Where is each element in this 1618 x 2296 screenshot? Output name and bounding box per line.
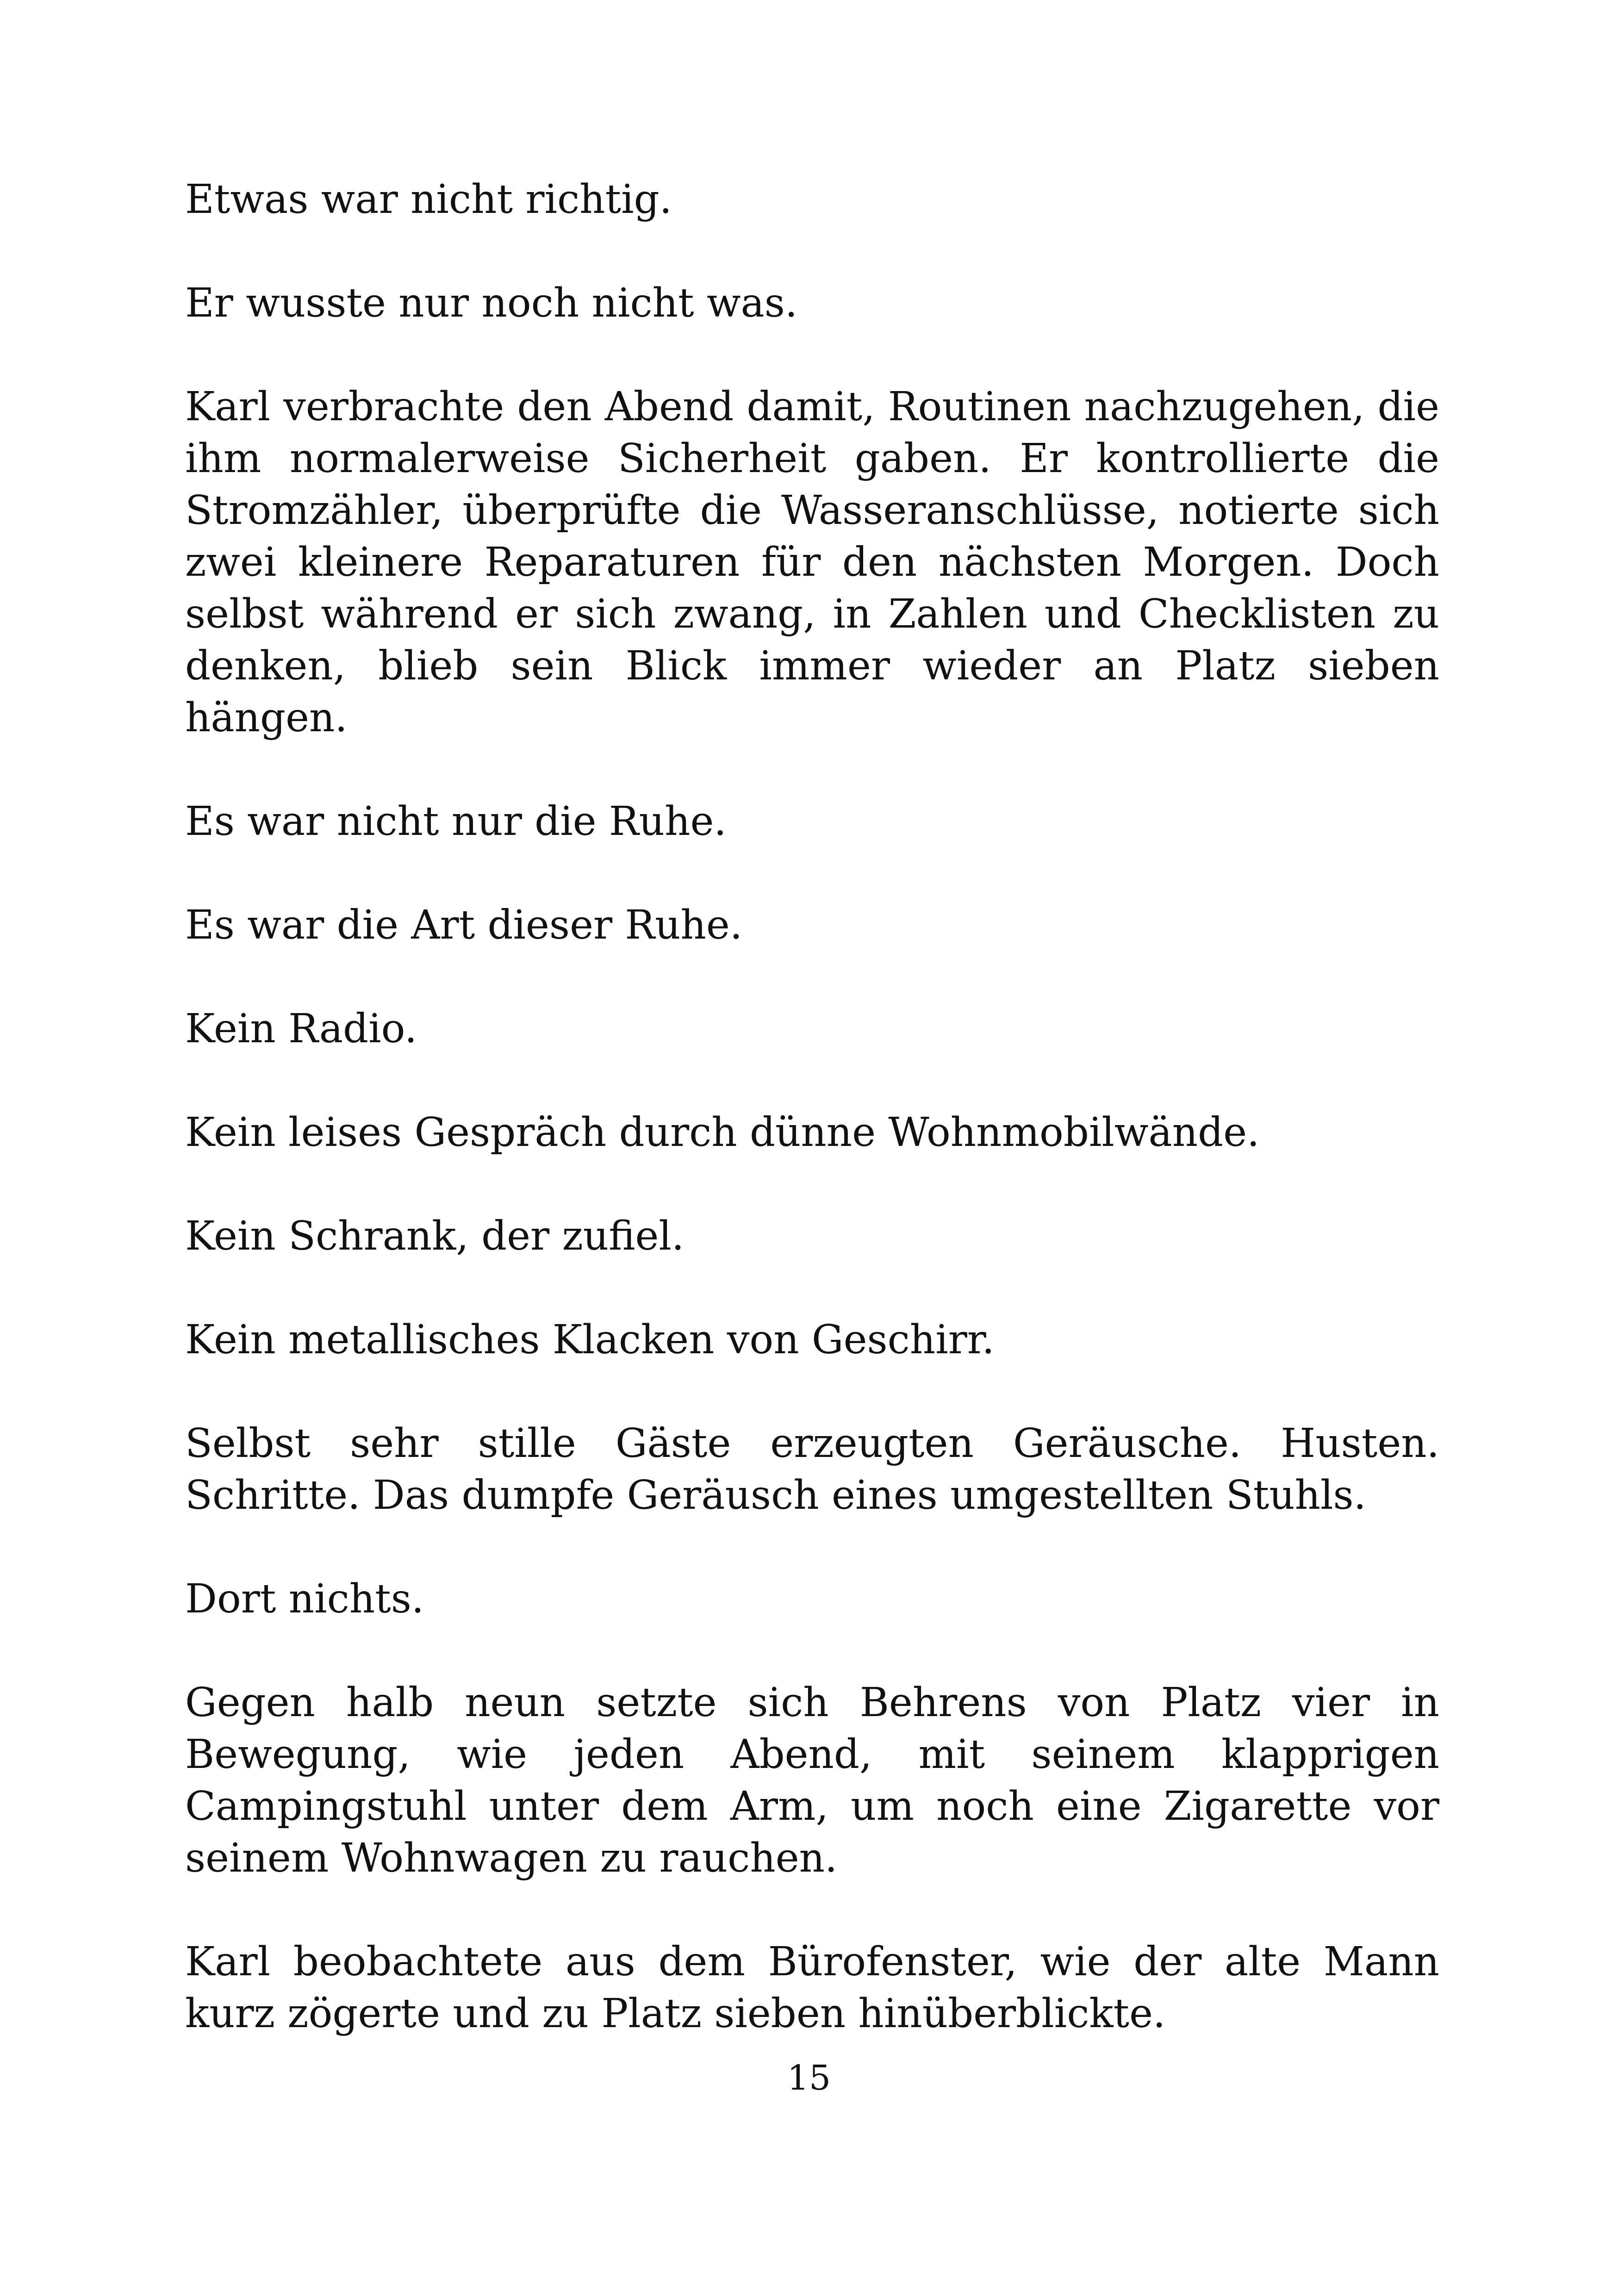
- paragraph-5: Es war die Art dieser Ruhe.: [185, 902, 743, 948]
- paragraph-6: Kein Radio.: [185, 1006, 417, 1052]
- paragraph-1: Etwas war nicht richtig.: [185, 176, 672, 223]
- paragraph-7: Kein leises Gespräch durch dünne Wohnmobilwände.: [185, 1109, 1260, 1156]
- body-text: [185, 174, 1439, 2091]
- paragraph-8: Kein Schrank, der zufiel.: [185, 1213, 685, 1259]
- paragraph-4: Es war nicht nur die Ruhe.: [185, 798, 727, 845]
- paragraph-12: Gegen halb neun setzte sich Behrens von Platz vier in Bewegung, wie jeden Abend, mit seinem klapprigen Campingstuhl unter dem Arm, um noch eine Zigarette vor seinem Wohnwagen zu rauchen.: [185, 1680, 1439, 1881]
- paragraph-13: Karl beobachtete aus dem Bürofenster, wie der alte Mann kurz zögerte und zu Platz sieben hinüberblickte.: [185, 1939, 1439, 2037]
- paragraph-3: Karl verbrachte den Abend damit, Routinen nachzugehen, die ihm normalerweise Sicherheit gaben. Er kontrollierte die Stromzähler, überprüfte die Wasseranschlüsse, notierte sich zwei kleinere Reparaturen für den nächsten Morgen. Doch selbst während er sich zwang, in Zahlen und Checklisten zu denken, blieb sein Blick immer wieder an Platz sieben hängen.: [185, 384, 1439, 741]
- paragraph-10: Selbst sehr stille Gäste erzeugten Geräusche. Husten. Schritte. Das dumpfe Geräusch eines umgestellten Stuhls.: [185, 1420, 1439, 1518]
- paragraph-9: Kein metallisches Klacken von Geschirr.: [185, 1317, 995, 1363]
- page-number: 15: [787, 2058, 831, 2098]
- paragraph-2: Er wusste nur noch nicht was.: [185, 280, 798, 326]
- paragraph-11: Dort nichts.: [185, 1576, 424, 1622]
